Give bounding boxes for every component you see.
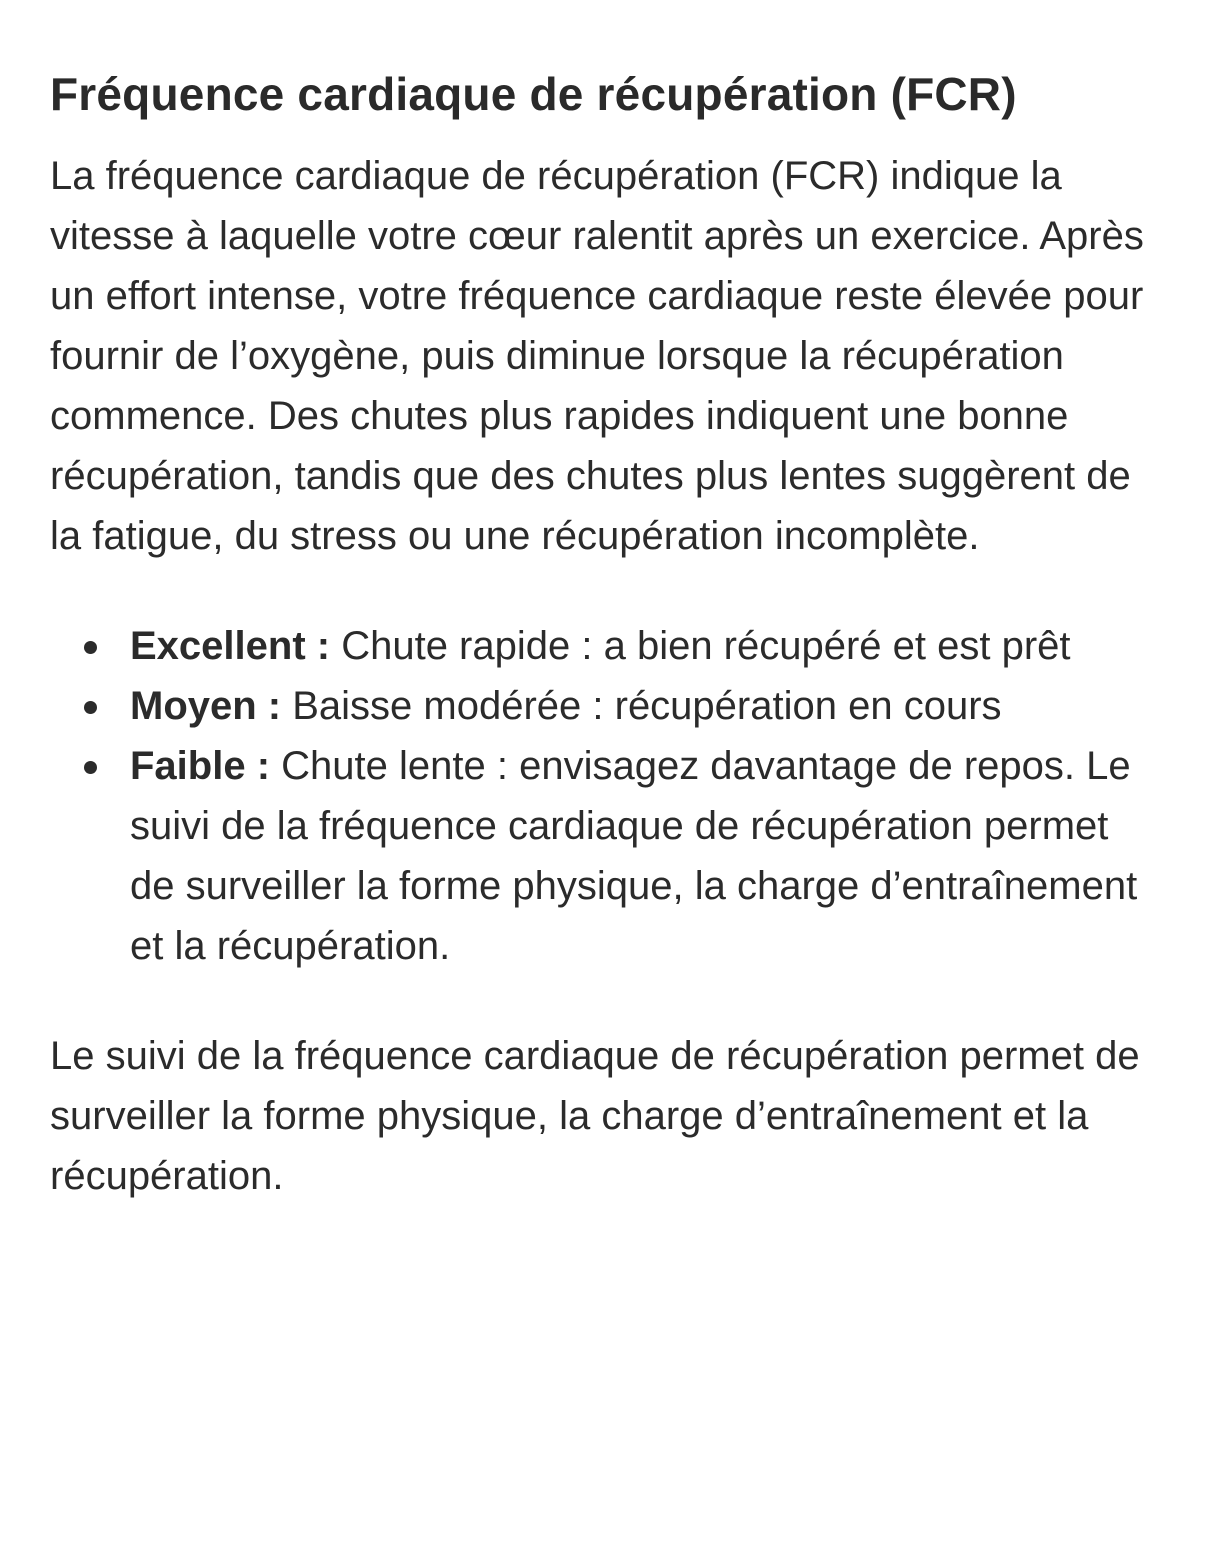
intro-paragraph: La fréquence cardiaque de récupération (FCR) indique la vitesse à laquelle votre cœur ralentit après un exercice. Après un effort intense, votre fréquence cardiaque reste élevée pour fournir de l’oxygène, puis diminue lorsque la récupération commence. Des chutes plus rapides indiquent une bonne récupération, tandis que des chutes plus lentes suggèrent de la fatigue, du stress ou une récupération incomplète. xyxy=(50,154,1144,558)
article-title: Fréquence cardiaque de récupération (FCR) xyxy=(50,68,1017,120)
list-item-faible xyxy=(130,736,1156,976)
level-description: Chute lente : envisagez davantage de repos. Le suivi de la fréquence cardiaque de récupération permet de surveiller la forme physique, la charge d’entraînement et la récupération. xyxy=(130,744,1138,968)
level-description: Baisse modérée : récupération en cours xyxy=(292,684,1002,728)
recovery-levels-list xyxy=(50,616,1156,976)
list-item-moyen xyxy=(130,676,1156,736)
list-item-excellent xyxy=(130,616,1156,676)
level-term: Moyen : xyxy=(130,684,293,728)
bullet-icon xyxy=(84,701,97,714)
level-term: Excellent : xyxy=(130,624,342,668)
bullet-icon xyxy=(84,641,97,654)
bullet-icon xyxy=(84,761,97,774)
conclusion-paragraph: Le suivi de la fréquence cardiaque de récupération permet de surveiller la forme physique, la charge d’entraînement et la récupération. xyxy=(50,1034,1140,1198)
level-term: Faible : xyxy=(130,744,282,788)
level-description: Chute rapide : a bien récupéré et est prêt xyxy=(341,624,1071,668)
